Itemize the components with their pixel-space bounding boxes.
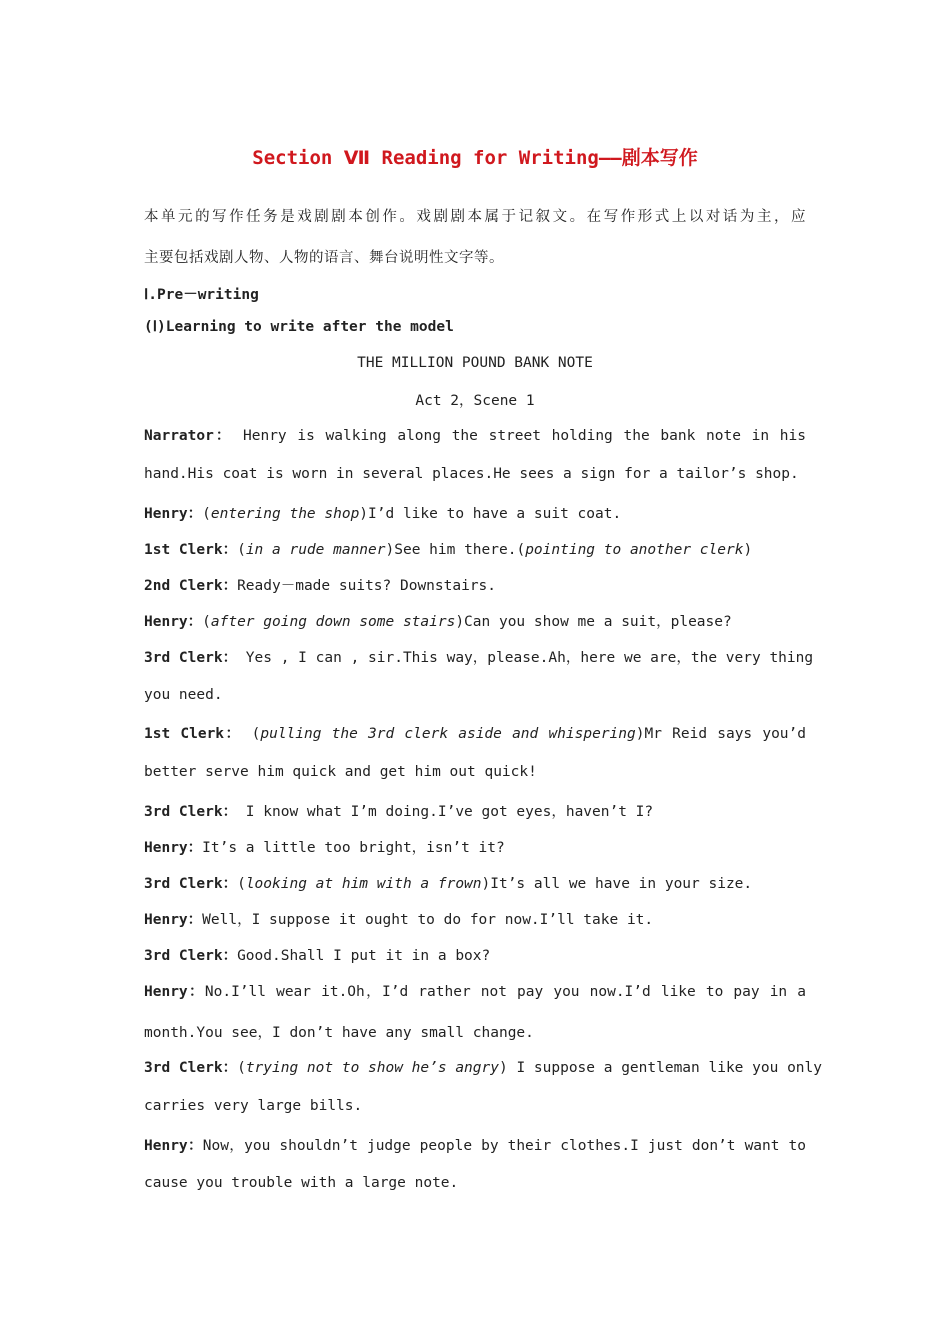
dialogue-text: Well，I suppose it ought to do for now.I’ll take it. [202, 912, 654, 928]
heading-pre-writing: Ⅰ.Pre－writing [144, 287, 259, 303]
stage-direction: pointing to another clerk [525, 542, 744, 558]
speaker-name: Henry： [144, 506, 203, 522]
dialogue-line [144, 944, 806, 965]
dialogue-text: Good.Shall I put it in a box? [237, 948, 491, 964]
dialogue-text: better serve him quick and get him out quick! [144, 764, 537, 780]
speaker-name: 3rd Clerk： [144, 876, 238, 892]
section-title: Section Ⅶ Reading for Writing——剧本写作 [252, 147, 698, 169]
dialogue-text: carries very large bills. [144, 1098, 363, 1114]
stage-direction: pulling the 3rd clerk aside and whispering [260, 726, 636, 742]
intro-line-2: 主要包括戏剧人物、人物的语言、舞台说明性文字等。 [144, 250, 504, 266]
dialogue-text: ( [237, 542, 246, 558]
dialogue-text: It’s a little too bright，isn’t it? [202, 840, 505, 856]
dialogue-line [144, 424, 806, 445]
dialogue-text: hand.His coat is worn in several places.He sees a sign for a tailor’s shop. [144, 466, 799, 482]
dialogue-text: )Can you show me a suit，please? [455, 614, 732, 630]
stage-direction: after going down some stairs [210, 614, 456, 630]
dialogue-line [144, 502, 806, 523]
speaker-name: 1st Clerk： [144, 726, 242, 742]
speaker-name: Henry： [144, 912, 203, 928]
dialogue-line [144, 836, 806, 857]
dialogue-line [144, 574, 806, 595]
speaker-name: Narrator： [144, 428, 233, 444]
dialogue-line [144, 466, 806, 482]
speaker-name: 3rd Clerk： [144, 1060, 238, 1076]
dialogue-text: ( [202, 614, 211, 630]
dialogue-text: )See him there.( [385, 542, 526, 558]
dialogue-line [144, 1021, 806, 1042]
dialogue-line [144, 722, 806, 743]
speaker-name: 1st Clerk： [144, 542, 238, 558]
speaker-name: Henry： [144, 840, 203, 856]
dialogue-line [144, 908, 806, 929]
dialogue-text: No.I’ll wear it.Oh，I’d rather not pay you now.I’d like to pay in a [204, 984, 806, 1000]
dialogue-text: ( [237, 876, 246, 892]
speaker-name: Henry： [144, 984, 205, 1000]
dialogue-line [144, 1134, 806, 1155]
speaker-name: Henry： [144, 1138, 203, 1154]
dialogue-line [144, 1175, 806, 1191]
dialogue-line [144, 800, 806, 821]
stage-direction: looking at him with a frown [245, 876, 482, 892]
dialogue-line [144, 538, 806, 559]
dialogue-line [144, 1056, 822, 1077]
dialogue-line [144, 1098, 806, 1114]
dialogue-line [144, 687, 806, 703]
stage-direction: entering the shop [210, 506, 360, 522]
stage-direction: trying not to show he’s angry [245, 1060, 499, 1076]
heading-learning: (Ⅰ)Learning to write after the model [144, 319, 454, 335]
dialogue-text: you need. [144, 687, 223, 703]
intro-line-1: 本单元的写作任务是戏剧剧本创作。戏剧剧本属于记叙文。在写作形式上以对话为主，应 [144, 209, 806, 225]
dialogue-text: Now，you shouldn’t judge people by their clothes.I just don’t want to [202, 1138, 806, 1154]
dialogue-text: )I’d like to have a suit coat. [359, 506, 622, 522]
dialogue-text: ) I suppose a gentleman like you only [498, 1060, 822, 1076]
dialogue-text: Ready－made suits? Downstairs. [237, 578, 497, 594]
dialogue-text: month.You see，I don’t have any small change. [144, 1025, 534, 1041]
dialogue-text: ( [237, 1060, 246, 1076]
dialogue-line [144, 872, 806, 893]
dialogue-line [144, 610, 806, 631]
act-scene: Act 2，Scene 1 [415, 393, 535, 409]
dialogue-text: Yes , I can , sir.This way，please.Ah，here we are，the very thing [237, 650, 814, 666]
dialogue-text: )Mr Reid says you’d [635, 726, 806, 742]
dialogue-text: ( [202, 506, 211, 522]
dialogue-line [144, 646, 814, 667]
speaker-name: 3rd Clerk： [144, 948, 238, 964]
dialogue-text: cause you trouble with a large note. [144, 1175, 459, 1191]
play-title: THE MILLION POUND BANK NOTE [357, 355, 593, 371]
dialogue-text: ( [241, 726, 261, 742]
dialogue-text: Henry is walking along the street holding the bank note in his [232, 428, 806, 444]
speaker-name: 3rd Clerk： [144, 650, 238, 666]
dialogue-line [144, 980, 806, 1001]
speaker-name: 3rd Clerk： [144, 804, 238, 820]
stage-direction: in a rude manner [245, 542, 386, 558]
dialogue-line [144, 764, 806, 780]
speaker-name: 2nd Clerk： [144, 578, 238, 594]
dialogue-text: I know what I’m doing.I’ve got eyes，haven’t I? [237, 804, 654, 820]
dialogue-text: )It’s all we have in your size. [481, 876, 753, 892]
dialogue-text: ) [743, 542, 753, 558]
speaker-name: Henry： [144, 614, 203, 630]
